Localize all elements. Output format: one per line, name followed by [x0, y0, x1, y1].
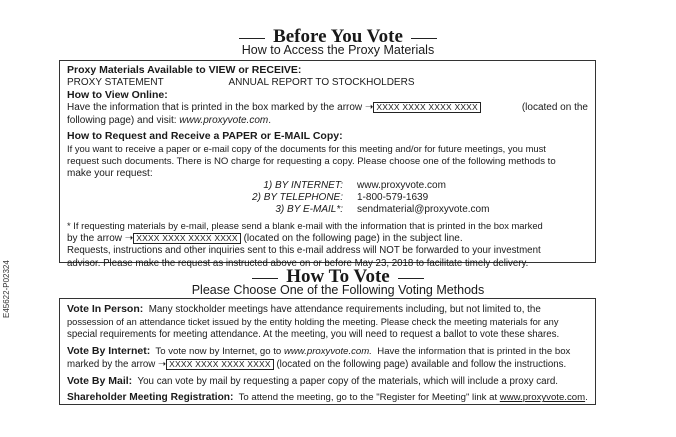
proxyvote-link[interactable]: www.proxyvote.com [179, 114, 269, 126]
view-line-1: Have the information that is printed in the box marked by the arrow ➝ XXXX XXXX XXXX XXXX (located on the [67, 102, 588, 114]
note-line-1: * If requesting materials by e-mail, please send a blank e-mail with the information that is printed in the box marked [67, 220, 543, 232]
title-rule-right [411, 38, 437, 39]
control-code-box: XXXX XXXX XXXX XXXX [166, 359, 274, 370]
method-email-label: 3) BY E-MAIL*: [275, 204, 343, 216]
method-telephone-label: 2) BY TELEPHONE: [252, 192, 343, 204]
request-line-1: If you want to receive a paper or e-mail copy of the documents for this meeting and/or for future meetings, you must [67, 143, 546, 155]
view-line-2: following page) and visit: www.proxyvote.com. [67, 114, 271, 126]
vote-by-internet-section: Vote By Internet: To vote now by Internet, go to www.proxyvote.com. Have the information that is printed in the box marked by the arrow ➝ XXXX XXXX XXXX XXXX (located on the following page) available and follow the instructions. [67, 345, 571, 370]
how-to-vote-title: How To Vote [0, 266, 676, 288]
register-link[interactable]: www.proxyvote.com [499, 392, 586, 404]
request-heading: How to Request and Receive a PAPER or E-MAIL Copy: [67, 130, 343, 143]
how-to-vote-subtitle: Please Choose One of the Following Voting Methods [191, 283, 485, 297]
documents-row [67, 77, 588, 89]
proxy-materials-box [59, 60, 596, 269]
person-line-3: special requirements for meeting attendance. At the meeting, you will need to request a ballot to vote these shares. [67, 328, 560, 340]
document-code: E45622-P02324 [2, 260, 11, 318]
control-code-box: XXXX XXXX XXXX XXXX [373, 102, 481, 113]
vote-by-mail-label: Vote By Mail: [67, 375, 133, 388]
method-internet-label: 1) BY INTERNET: [263, 180, 343, 192]
note-line-3: Requests, instructions and other inquiries sent to this e-mail address will NOT be forwarded to your investment [67, 245, 541, 257]
proxyvote-link[interactable]: www.proxyvote.com. [283, 346, 372, 358]
right-arrow-icon: ➝ [364, 102, 374, 114]
meeting-registration-section: Shareholder Meeting Registration: To attend the meeting, go to the "Register for Meeting" link at www.proxyvote.com. [67, 392, 588, 404]
vote-by-mail-section: Vote By Mail: You can vote by mail by requesting a paper copy of the materials, which will include a proxy card. [67, 375, 559, 388]
title-rule-left [252, 278, 278, 279]
before-you-vote-subtitle: How to Access the Proxy Materials [241, 43, 435, 57]
meeting-registration-label: Shareholder Meeting Registration: [67, 392, 234, 404]
note-line-2: by the arrow ➝ XXXX XXXX XXXX XXXX (located on the following page) in the subject line. [67, 232, 463, 244]
title-rule-left [239, 38, 265, 39]
request-line-3: make your request: [67, 168, 153, 180]
doc-proxy-statement: PROXY STATEMENT [67, 77, 164, 88]
view-online-heading: How to View Online: [67, 89, 168, 102]
right-arrow-icon: ➝ [124, 232, 134, 244]
control-code-box: XXXX XXXX XXXX XXXX [133, 233, 241, 244]
request-line-2: request such documents. There is NO charge for requesting a copy. Please choose one of the following methods to [67, 155, 556, 167]
title-rule-right [398, 278, 424, 279]
person-line-2: possession of an attendance ticket issued by the entity holding the meeting. Please check the meeting materials for any [67, 317, 559, 328]
right-arrow-icon: ➝ [158, 358, 167, 370]
method-internet-value[interactable]: www.proxyvote.com [357, 180, 446, 192]
voting-methods-box [59, 298, 596, 405]
vote-by-internet-label: Vote By Internet: [67, 345, 151, 358]
before-you-vote-title: Before You Vote [0, 26, 676, 48]
method-email-value[interactable]: sendmaterial@proxyvote.com [357, 204, 490, 216]
request-methods [187, 180, 588, 216]
materials-heading: Proxy Materials Available to VIEW or RECEIVE: [67, 64, 302, 76]
note-line-4: advisor. Please make the request as instructed above on or before May 23, 2018 to facilitate timely delivery. [67, 257, 529, 269]
vote-in-person-section: Vote In Person: Many stockholder meetings have attendance requirements including, but not limited to, the possession of an attendance ticket issued by the entity holding the meeting. Please check the meeting materials for any special requirements for meeting attendance. At the meeting, you will need to request a ballot to vote these shares. [67, 303, 588, 341]
vote-in-person-label: Vote In Person: [67, 303, 144, 315]
doc-annual-report: ANNUAL REPORT TO STOCKHOLDERS [228, 77, 415, 88]
method-telephone-value[interactable]: 1-800-579-1639 [357, 192, 429, 204]
